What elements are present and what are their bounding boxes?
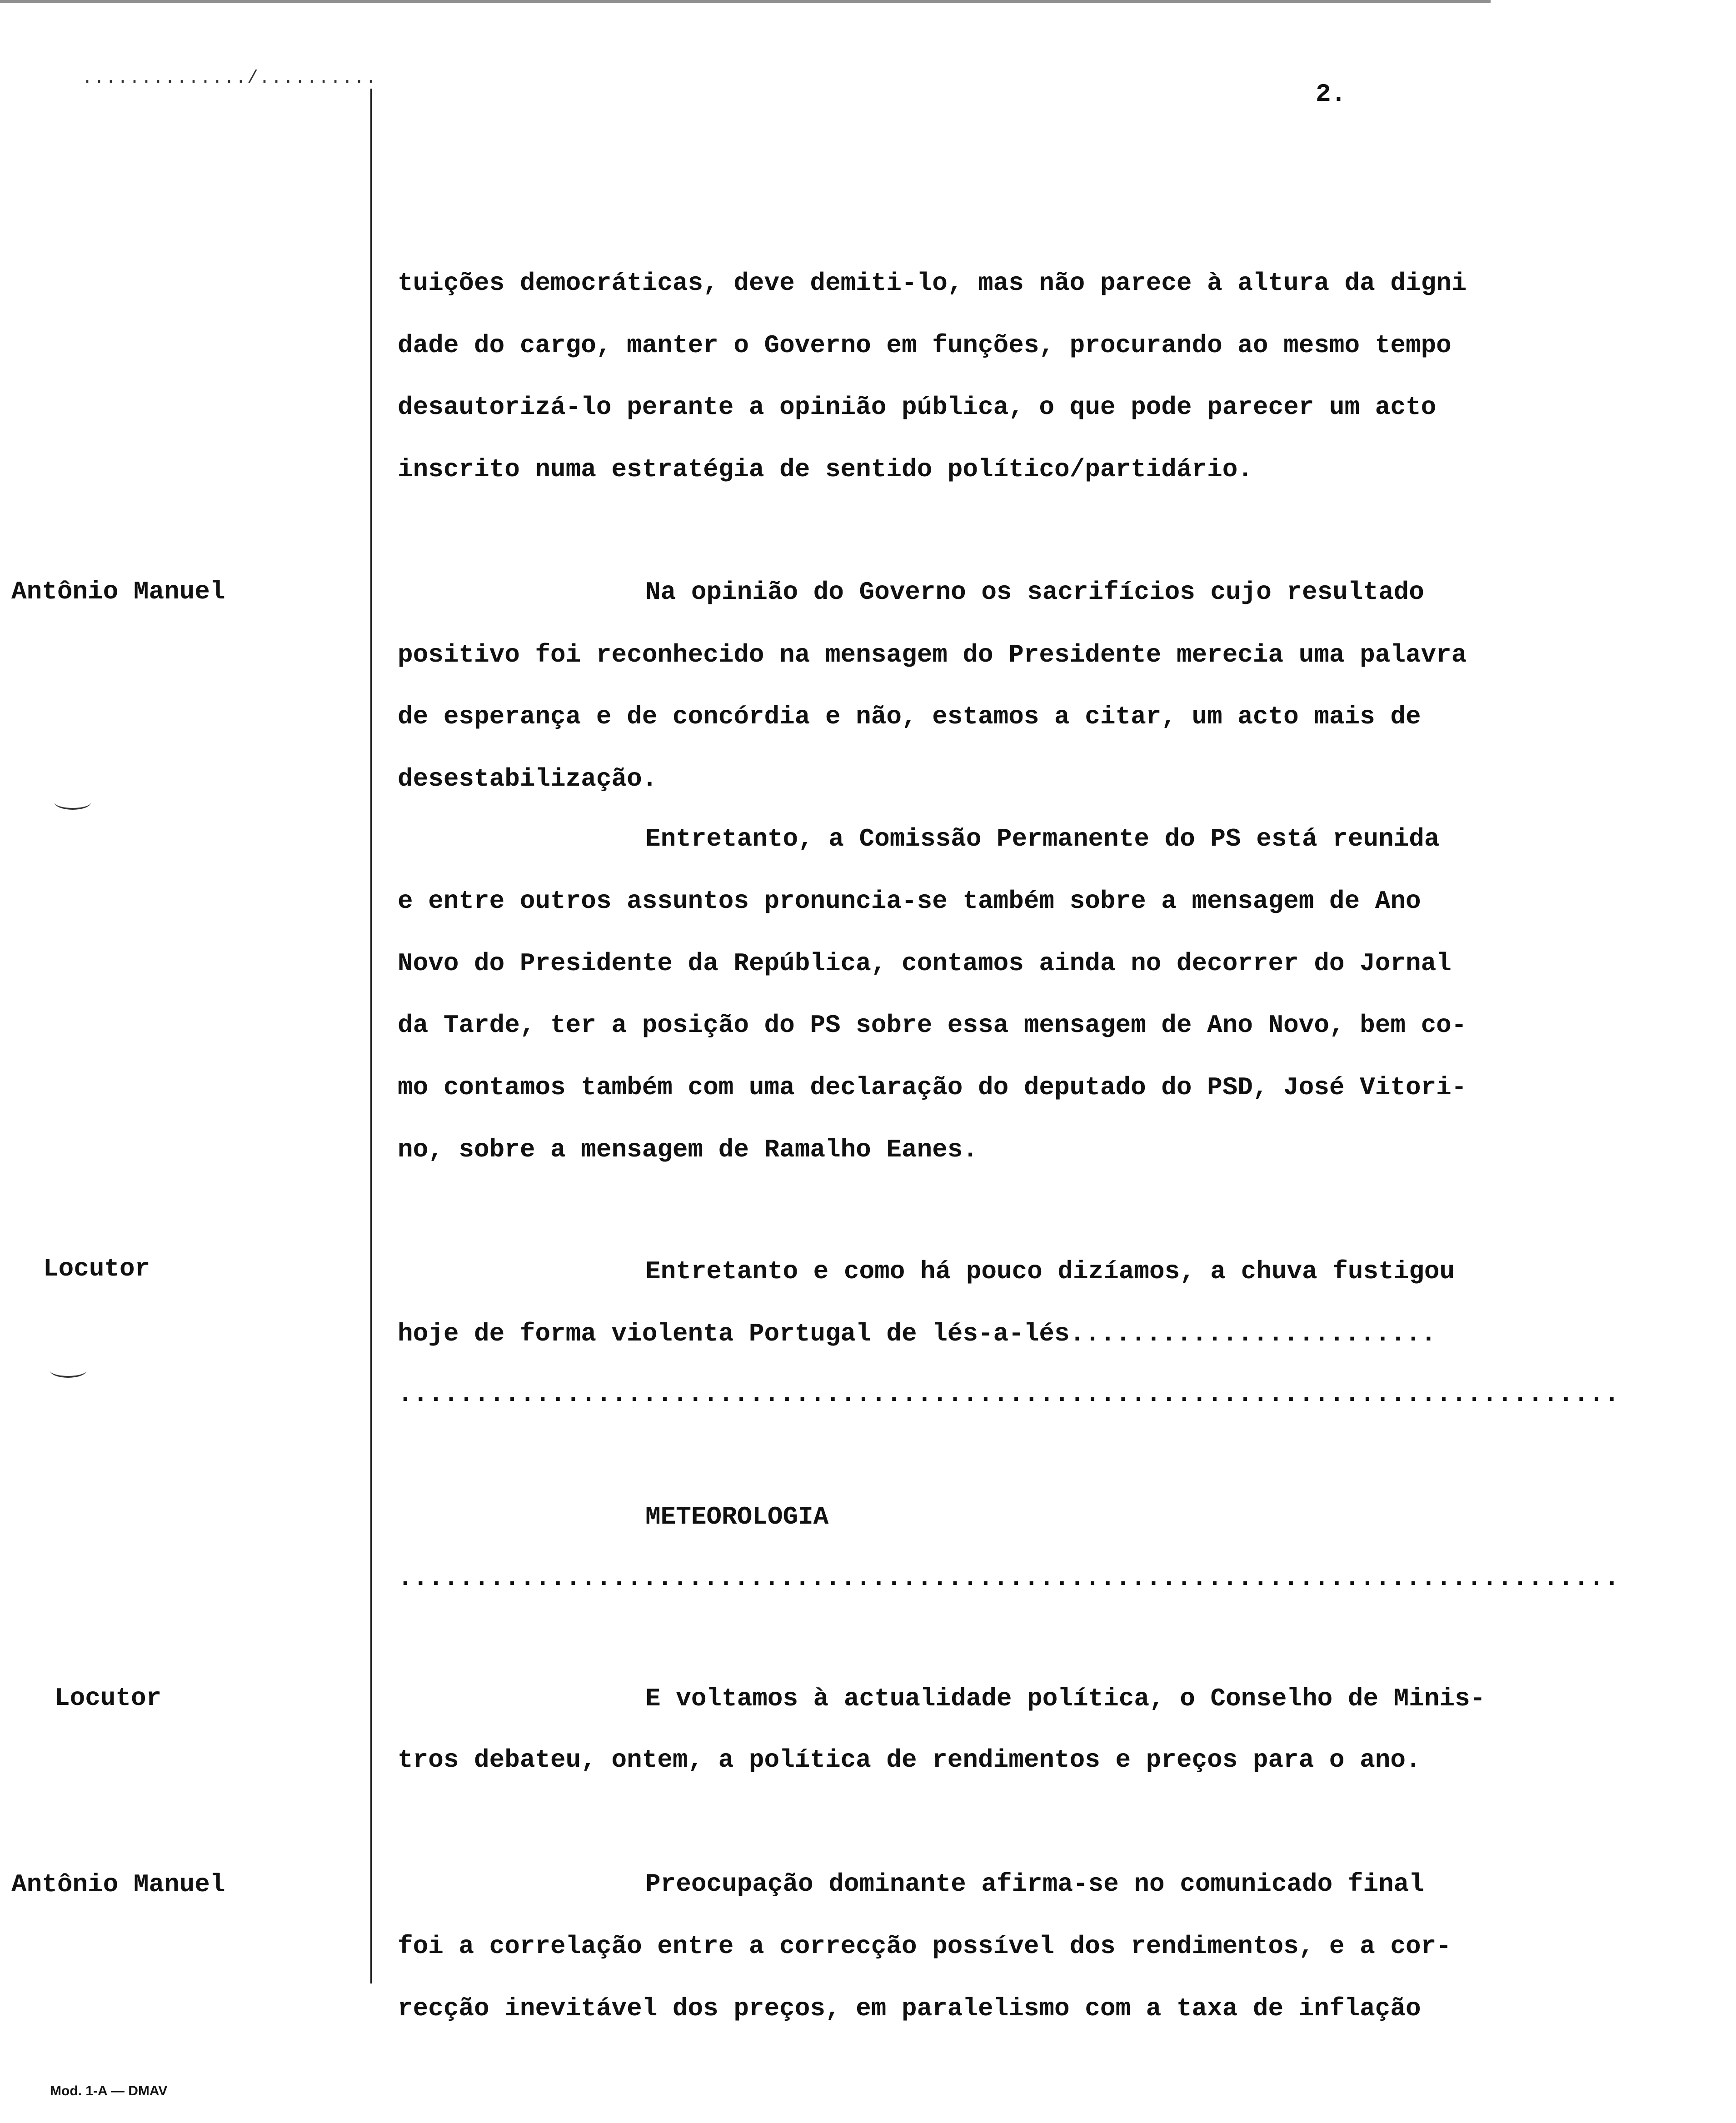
dotted-rule: ................................................................................ <box>398 1564 1620 1593</box>
text-line: Preocupação dominante afirma-se no comunicado final <box>645 1869 1424 1899</box>
text-line: positivo foi reconhecido na mensagem do Presidente merecia uma palavra <box>398 640 1467 669</box>
text-line: Novo do Presidente da República, contamos ainda no decorrer do Jornal <box>398 949 1452 978</box>
speaker-label: Antônio Manuel <box>11 1870 225 1899</box>
section-heading: METEOROLOGIA <box>645 1502 829 1531</box>
text-line: mo contamos também com uma declaração do deputado do PSD, José Vitori- <box>398 1073 1467 1102</box>
text-line: hoje de forma violenta Portugal de lés-a-lés........................ <box>398 1319 1437 1348</box>
text-line: Na opinião do Governo os sacrifícios cujo resultado <box>645 578 1424 607</box>
text-line: da Tarde, ter a posição do PS sobre essa mensagem de Ano Novo, bem co- <box>398 1011 1467 1040</box>
speaker-label: Locutor <box>43 1254 150 1283</box>
reference-mark: ............../.......... <box>82 68 378 89</box>
text-line: recção inevitável dos preços, em paralelismo com a taxa de inflação <box>398 1994 1421 2023</box>
margin-divider <box>370 89 372 1983</box>
text-line: tuições democráticas, deve demiti-lo, mas não parece à altura da digni <box>398 269 1467 298</box>
text-line: E voltamos à actualidade política, o Conselho de Minis- <box>645 1684 1486 1713</box>
text-line: dade do cargo, manter o Governo em funções, procurando ao mesmo tempo <box>398 331 1452 360</box>
text-line: inscrito numa estratégia de sentido político/partidário. <box>398 455 1253 484</box>
speaker-label: Locutor <box>55 1684 162 1713</box>
dotted-rule: ................................................................................ <box>398 1380 1620 1409</box>
text-line: tros debateu, ontem, a política de rendimentos e preços para o ano. <box>398 1745 1421 1774</box>
margin-mark <box>55 795 91 810</box>
top-edge-rule <box>0 0 1491 3</box>
text-line: no, sobre a mensagem de Ramalho Eanes. <box>398 1135 978 1164</box>
speaker-label: Antônio Manuel <box>11 577 225 606</box>
text-line: de esperança e de concórdia e não, estamos a citar, um acto mais de <box>398 702 1421 731</box>
text-line: Entretanto, a Comissão Permanente do PS está reunida <box>645 824 1440 853</box>
text-line: e entre outros assuntos pronuncia-se também sobre a mensagem de Ano <box>398 887 1421 916</box>
text-line: foi a correlação entre a correcção possível dos rendimentos, e a cor- <box>398 1932 1452 1961</box>
page-number: 2. <box>1316 80 1347 109</box>
form-code: Mod. 1-A — DMAV <box>50 2083 168 2098</box>
text-line: desautorizá-lo perante a opinião pública, o que pode parecer um acto <box>398 393 1437 422</box>
text-line: desestabilização. <box>398 764 658 793</box>
text-line: Entretanto e como há pouco dizíamos, a chuva fustigou <box>645 1257 1455 1286</box>
margin-mark <box>50 1363 86 1378</box>
